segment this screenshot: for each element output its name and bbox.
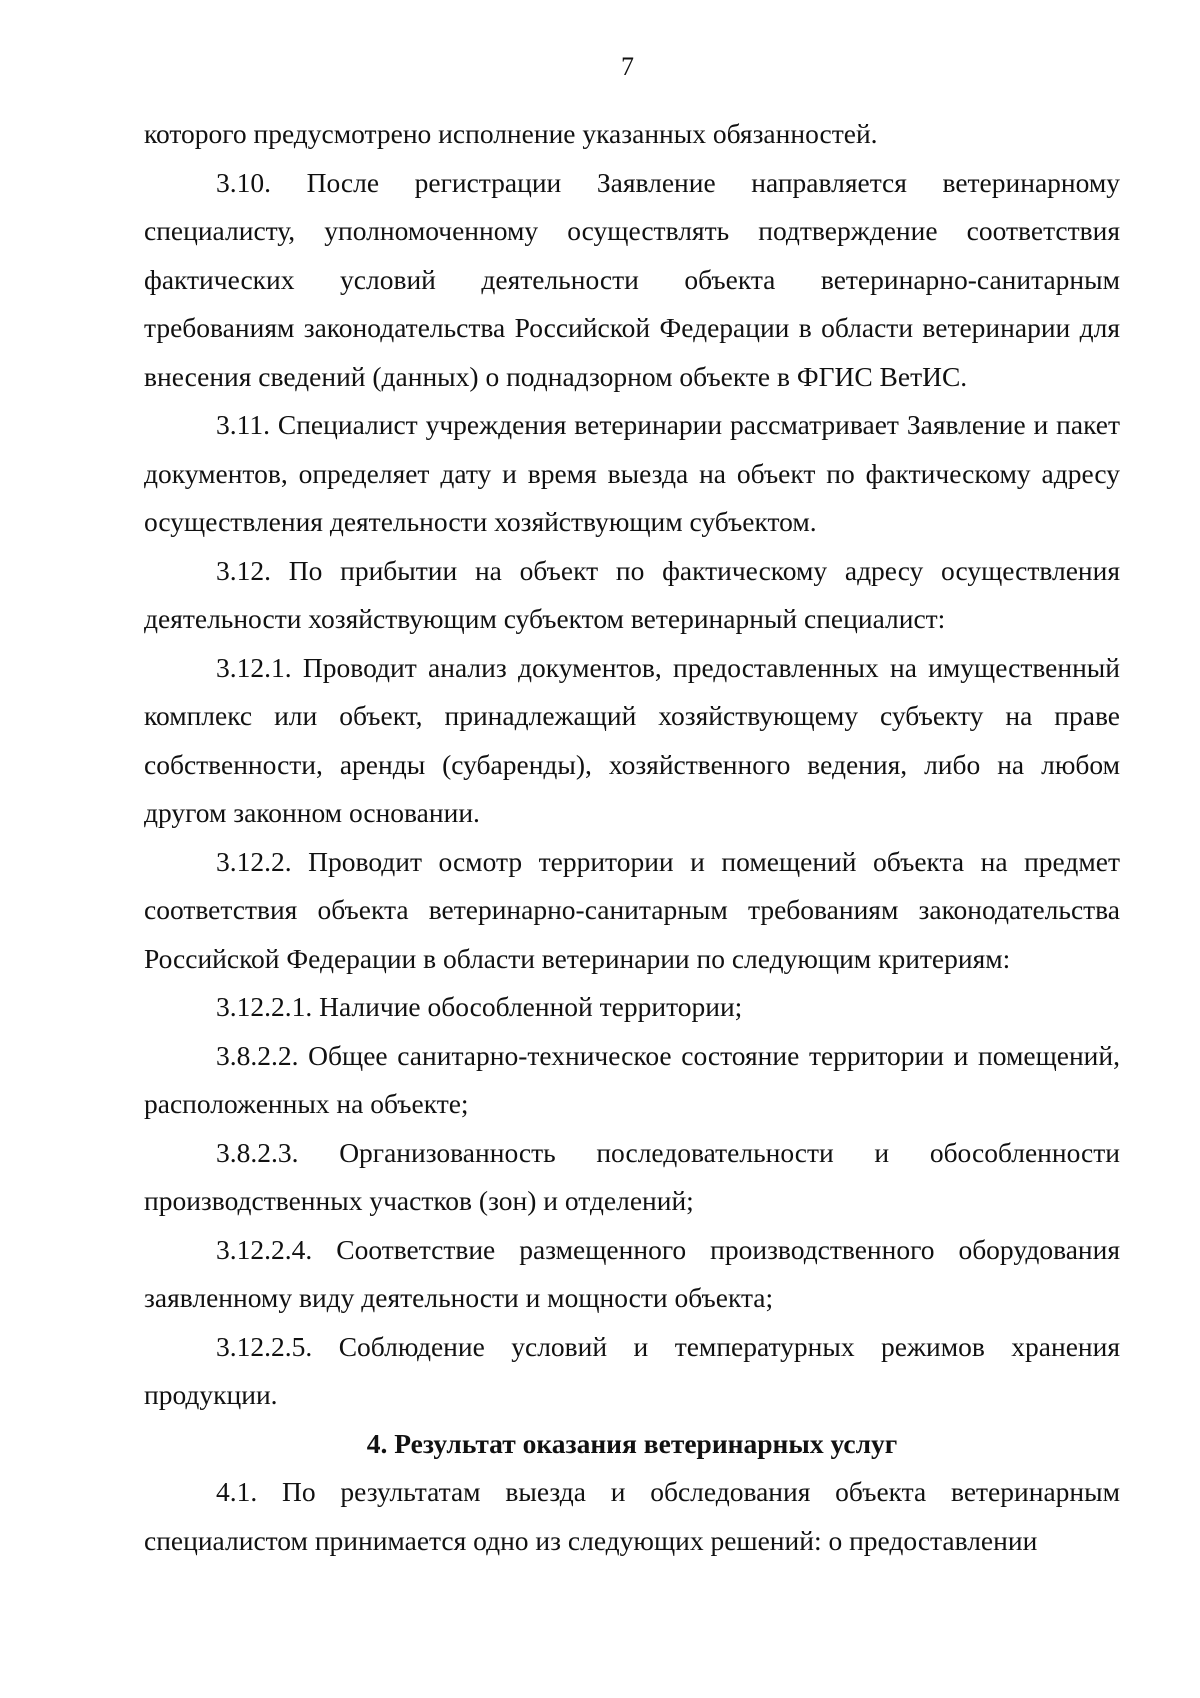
paragraph-3-12-2: 3.12.2. Проводит осмотр территории и помещений объекта на предмет соответствия объекта ветеринарно-санитарным требованиям законодательства Российской Федерации в области ветеринарии по следующим критериям:	[144, 845, 1120, 974]
paragraph-3-11: 3.11. Специалист учреждения ветеринарии рассматривает Заявление и пакет документов, определяет дату и время выезда на объект по фактическому адресу осуществления деятельности хозяйствующим субъектом.	[144, 409, 1120, 537]
paragraph-3-8-2-2: 3.8.2.2. Общее санитарно-техническое состояние территории и помещений, расположенных на объекте;	[144, 1039, 1120, 1119]
paragraph-3-12-2-5: 3.12.2.5. Соблюдение условий и температурных режимов хранения продукции.	[144, 1330, 1120, 1410]
paragraph-3-12: 3.12. По прибытии на объект по фактическому адресу осуществления деятельности хозяйствующим субъектом ветеринарный специалист:	[144, 554, 1120, 634]
paragraph-3-8-2-3: 3.8.2.3. Организованность последовательности и обособленности производственных участков (зон) и отделений;	[144, 1136, 1120, 1216]
page-number: 7	[621, 52, 634, 81]
paragraph-3-12-1: 3.12.1. Проводит анализ документов, предоставленных на имущественный комплекс или объект, принадлежащий хозяйствующему субъекту на праве собственности, аренды (субаренды), хозяйственного ведения, либо на любом другом законном основании.	[144, 651, 1120, 828]
document-body	[144, 110, 1120, 1565]
paragraph-continuation: которого предусмотрено исполнение указанных обязанностей.	[144, 118, 878, 149]
section-heading: 4. Результат оказания ветеринарных услуг	[366, 1427, 898, 1459]
paragraph-3-12-2-4: 3.12.2.4. Соответствие размещенного производственного оборудования заявленному виду деятельности и мощности объекта;	[144, 1233, 1120, 1313]
paragraph-4-1: 4.1. По результатам выезда и обследования объекта ветеринарным специалистом принимается одно из следующих решений: о предоставлении	[144, 1476, 1120, 1556]
paragraph-3-10: 3.10. После регистрации Заявление направляется ветеринарному специалисту, уполномоченному осуществлять подтверждение соответствия фактических условий деятельности объекта ветеринарно-санитарным требованиям законодательства Российской Федерации в области ветеринарии для внесения сведений (данных) о поднадзорном объекте в ФГИС ВетИС.	[144, 166, 1120, 392]
paragraph-3-12-2-1: 3.12.2.1. Наличие обособленной территории;	[216, 991, 743, 1022]
